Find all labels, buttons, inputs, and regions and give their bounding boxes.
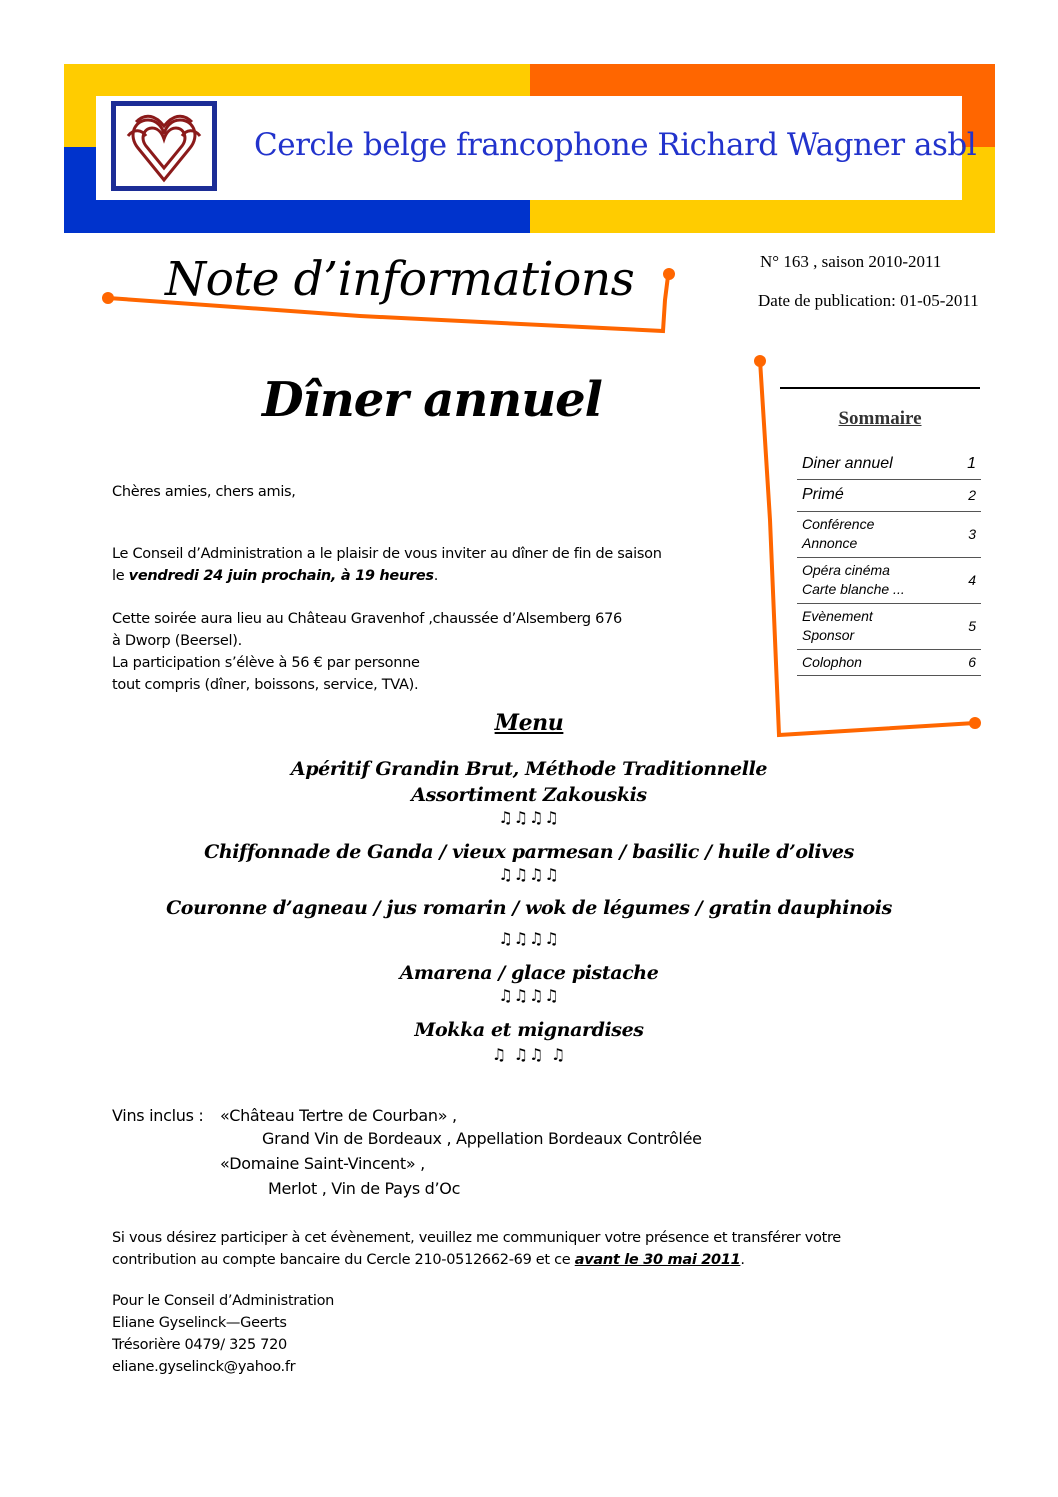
sommaire-page: 2 — [951, 479, 981, 511]
music-notes-separator: ♫♫♫♫ — [498, 929, 560, 948]
article-title: Dîner annuel — [262, 372, 602, 428]
sommaire-table — [797, 450, 981, 676]
music-notes-separator: ♫ ♫♫ ♫ — [491, 1045, 567, 1064]
menu-course: Chiffonnade de Ganda / vieux parmesan / basilic / huile d’olives — [204, 841, 854, 863]
menu-course: Mokka et mignardises — [414, 1019, 644, 1041]
wines-label: Vins inclus : — [112, 1106, 204, 1125]
sommaire-page: 1 — [951, 450, 981, 479]
sommaire-rule — [780, 387, 980, 389]
menu-course: Amarena / glace pistache — [399, 962, 659, 984]
music-notes-separator: ♫♫♫♫ — [498, 808, 560, 827]
deadline: avant le 30 mai 2011 — [574, 1252, 741, 1268]
invitation-paragraph: Le Conseil d’Administration a le plaisir de vous inviter au dîner de fin de saison le vendredi 24 juin prochain, à 19 heures. — [112, 546, 662, 584]
wine-description: Merlot , Vin de Pays d’Oc — [268, 1179, 461, 1198]
sommaire-label: Primé — [797, 479, 951, 511]
menu-heading: Menu — [494, 710, 564, 736]
sommaire-page: 6 — [951, 649, 981, 675]
sommaire-page: 5 — [951, 603, 981, 649]
music-notes-separator: ♫♫♫♫ — [498, 986, 560, 1005]
music-notes-separator: ♫♫♫♫ — [498, 865, 560, 884]
sommaire-label: Diner annuel — [797, 450, 951, 479]
sommaire-label: Conférence Annonce — [797, 511, 951, 557]
wine-name: «Château Tertre de Courban» , — [220, 1106, 457, 1125]
sommaire-row[interactable] — [797, 479, 981, 511]
issue-number: N° 163 , saison 2010-2011 — [760, 252, 942, 271]
publication-date: Date de publication: 01-05-2011 — [758, 291, 979, 310]
wine-name: «Domaine Saint-Vincent» , — [220, 1154, 425, 1173]
greeting: Chères amies, chers amis, — [112, 484, 296, 500]
sommaire-row[interactable] — [797, 450, 981, 479]
organization-title: Cercle belge francophone Richard Wagner asbl — [254, 127, 977, 163]
menu-course: Apéritif Grandin Brut, Méthode Traditionnelle — [290, 758, 768, 780]
signature-block: Pour le Conseil d’Administration Eliane Gyselinck—Geerts Trésorière 0479/ 325 720 eliane.gyselinck@yahoo.fr — [112, 1290, 334, 1378]
sommaire-page: 3 — [951, 511, 981, 557]
venue-paragraph: Cette soirée aura lieu au Château Gravenhof ,chaussée d’Alsemberg 676 à Dworp (Beersel). La participation s’élève à 56 € par personne tout compris (dîner, boissons, service, TVA). — [112, 611, 622, 693]
sommaire-label: Colophon — [797, 649, 951, 675]
closing-paragraph: Si vous désirez participer à cet évènement, veuillez me communiquer votre présence et transférer votre contribution au compte bancaire du Cercle 210-0512662-69 et ce avant le 30 mai 2011. — [112, 1230, 841, 1268]
sommaire-label: Opéra cinéma Carte blanche ... — [797, 557, 951, 603]
email-link[interactable]: eliane.gyselinck@yahoo.fr — [112, 1359, 296, 1375]
sommaire-row[interactable] — [797, 511, 981, 557]
sommaire-page: 4 — [951, 557, 981, 603]
sommaire-row[interactable] — [797, 557, 981, 603]
sommaire-row[interactable] — [797, 603, 981, 649]
menu-course: Assortiment Zakouskis — [411, 784, 647, 806]
newsletter-title: Note d’informations — [165, 252, 635, 307]
wine-description: Grand Vin de Bordeaux , Appellation Bordeaux Contrôlée — [262, 1129, 702, 1148]
sommaire-label: Evènement Sponsor — [797, 603, 951, 649]
sommaire-heading: Sommaire — [838, 408, 922, 429]
sommaire-row[interactable] — [797, 649, 981, 675]
menu-course: Couronne d’agneau / jus romarin / wok de légumes / gratin dauphinois — [166, 897, 892, 919]
